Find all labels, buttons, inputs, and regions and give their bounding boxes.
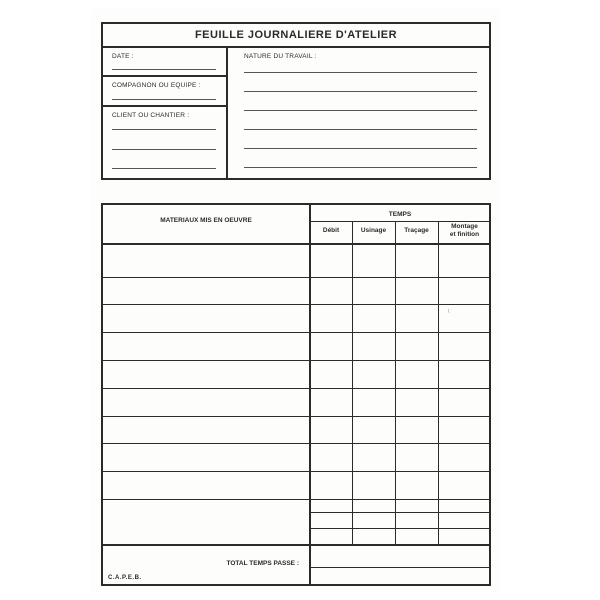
nature-field[interactable]	[230, 48, 489, 178]
col-divider	[438, 221, 439, 544]
date-line	[112, 69, 216, 70]
companion-label: COMPAGNON OU EQUIPE :	[112, 82, 201, 89]
materials-divider	[309, 205, 311, 586]
nature-line	[244, 129, 477, 130]
row-divider	[103, 388, 491, 389]
row-divider	[103, 332, 491, 333]
client-label: CLIENT OU CHANTIER :	[112, 112, 190, 119]
client-field[interactable]	[103, 107, 226, 178]
nature-line	[244, 167, 477, 168]
header-bottom-rule	[103, 243, 491, 245]
time-table	[101, 203, 491, 586]
time-col-tracage: Traçage	[404, 227, 429, 234]
total-rule	[103, 544, 491, 546]
date-label: DATE :	[112, 53, 134, 60]
col-divider	[395, 221, 396, 544]
col-divider	[352, 221, 353, 544]
temps-divider	[309, 221, 491, 222]
nature-line	[244, 110, 477, 111]
pen-mark: \	[448, 309, 450, 315]
nature-line	[244, 91, 477, 92]
row-divider	[103, 360, 491, 361]
header-section	[101, 22, 491, 180]
total-divider	[309, 567, 491, 568]
time-col-debit: Débit	[322, 227, 340, 234]
row-divider	[103, 416, 491, 417]
client-line	[112, 149, 216, 150]
materials-header: MATERIAUX MIS EN OEUVRE	[160, 217, 252, 224]
time-col-usinage: Usinage	[360, 227, 387, 234]
row-divider	[103, 443, 491, 444]
nature-line	[244, 72, 477, 73]
time-col-montage: Montage et finition	[449, 223, 480, 238]
companion-line	[112, 99, 216, 100]
row-divider	[103, 277, 491, 278]
form-title: FEUILLE JOURNALIERE D'ATELIER	[103, 24, 489, 48]
nature-label: NATURE DU TRAVAIL :	[244, 53, 317, 60]
row-divider	[103, 471, 491, 472]
row-divider	[103, 499, 491, 500]
row-divider	[309, 512, 491, 513]
client-line	[112, 168, 216, 169]
row-divider	[103, 304, 491, 305]
total-time-label: TOTAL TEMPS PASSE :	[226, 560, 299, 567]
companion-field[interactable]	[103, 77, 226, 107]
nature-line	[244, 148, 477, 149]
client-line	[112, 129, 216, 130]
row-divider	[309, 528, 491, 529]
time-header: TEMPS	[388, 211, 412, 218]
publisher-mark: C.A.P.E.B.	[108, 575, 142, 581]
date-field[interactable]	[103, 48, 226, 77]
identification-column	[103, 48, 228, 178]
